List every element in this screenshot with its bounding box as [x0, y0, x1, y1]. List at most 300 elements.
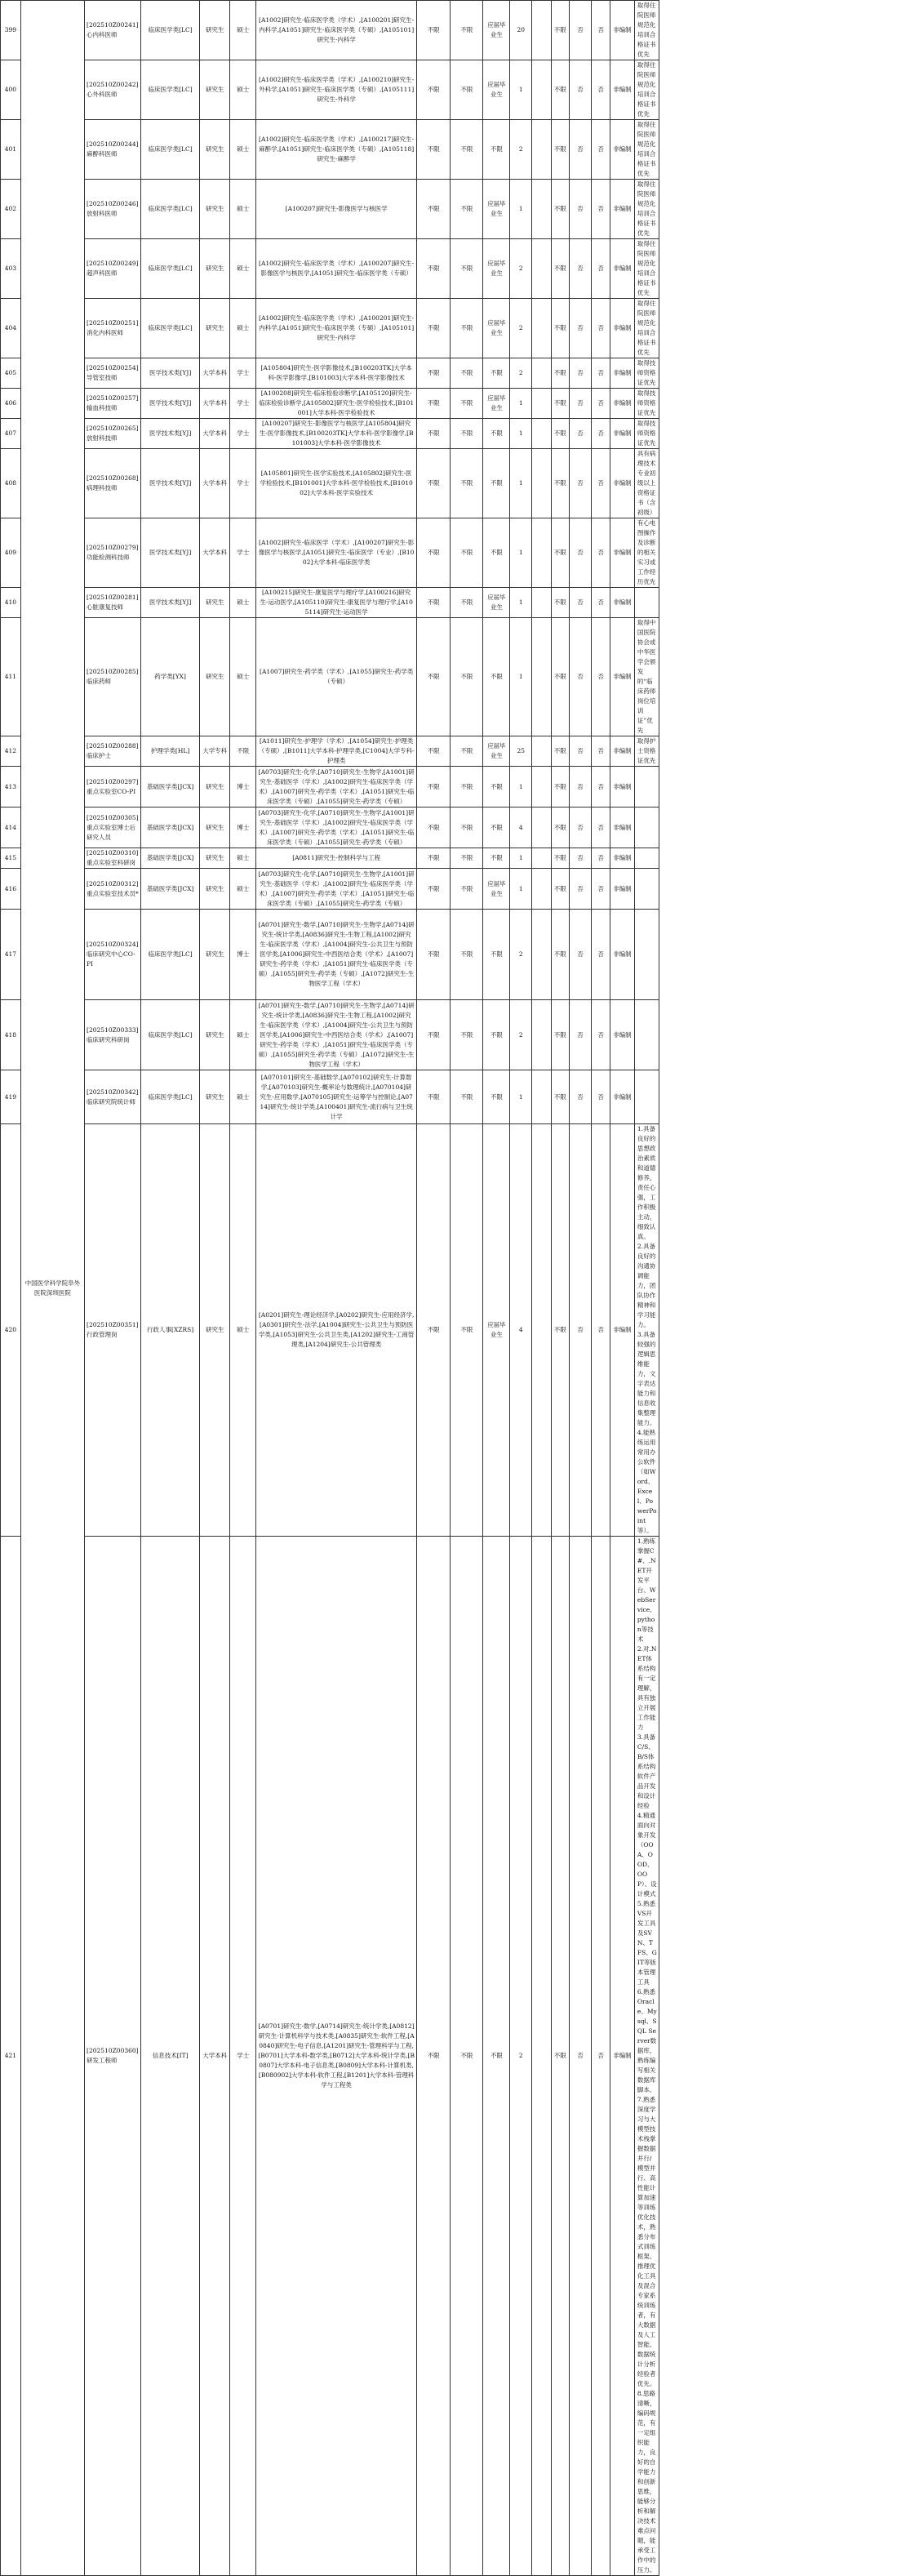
- row-number-cell: 399: [1, 1, 21, 60]
- major-requirement-cell: [A1002]研究生-临床医学类（学术）,[A100201]研究生-内科学,[A1051]研究生-临床医学类（专硕）,[A105101]研究生-内科学: [256, 299, 417, 358]
- education-cell: 研究生: [200, 1000, 230, 1070]
- other-requirements-cell: [634, 910, 659, 1000]
- flag-cell: 否: [569, 239, 592, 299]
- degree-cell: 硕士: [230, 1000, 256, 1070]
- limit-cell: 不限: [551, 389, 569, 419]
- flag-cell: 否: [569, 1070, 592, 1124]
- other-requirements-cell: [634, 389, 659, 419]
- table-row: [1, 1537, 910, 2576]
- other-requirements-cell: [634, 1124, 659, 1537]
- headcount-cell: 2: [510, 239, 532, 299]
- flag-cell: 否: [592, 239, 610, 299]
- education-cell: 研究生: [200, 180, 230, 239]
- requirement-line: 取得住院医师规范化培训合格证书优先: [637, 2, 656, 58]
- limit-cell: 不限: [551, 358, 569, 389]
- candidate-source-cell: 不限: [483, 358, 510, 389]
- degree-cell: 博士: [230, 910, 256, 1000]
- limit-cell: 不限: [451, 848, 483, 869]
- row-number-cell: 409: [1, 518, 21, 588]
- job-code-name-cell: [202510Z00305] 重点实验室博士后研究人员: [85, 808, 141, 848]
- blank-cell: [532, 767, 552, 808]
- limit-cell: 不限: [451, 736, 483, 767]
- degree-cell: 硕士: [230, 1070, 256, 1124]
- education-cell: 研究生: [200, 1124, 230, 1537]
- major-requirement-cell: [A0811]研究生-控制科学与工程: [256, 848, 417, 869]
- degree-cell: 硕士: [230, 618, 256, 736]
- major-requirement-cell: [A1007]研究生-药学类（学术）,[A1055]研究生-药学类（专硕）: [256, 618, 417, 736]
- headcount-cell: 2: [510, 299, 532, 358]
- degree-cell: 硕士: [230, 1124, 256, 1537]
- requirement-line: 取得中国医院协会或中华医学会颁发的“临床药师岗位培训证”优先: [637, 619, 656, 734]
- limit-cell: 不限: [417, 848, 451, 869]
- blank-cell: [532, 1124, 552, 1537]
- education-cell: 研究生: [200, 299, 230, 358]
- blank-cell: [532, 180, 552, 239]
- table-row: [1, 120, 910, 180]
- candidate-source-cell: 应届毕业生: [483, 299, 510, 358]
- blank-cell: [532, 239, 552, 299]
- flag-cell: 否: [592, 389, 610, 419]
- limit-cell: 不限: [551, 60, 569, 120]
- flag-cell: 否: [569, 389, 592, 419]
- degree-cell: 学士: [230, 518, 256, 588]
- major-requirement-cell: [A100215]研究生-康复医学与理疗学,[A100216]研究生-运动医学,[A105110]研究生-康复医学与理疗学,[A105114]研究生-运动医学: [256, 588, 417, 618]
- job-category-cell: 临床医学类[LC]: [141, 299, 200, 358]
- flag-cell: 否: [569, 1124, 592, 1537]
- table-row: [1, 1124, 910, 1537]
- table-row: [1, 358, 910, 389]
- job-category-cell: 药学类[YX]: [141, 618, 200, 736]
- job-category-cell: 信息技术[IT]: [141, 1537, 200, 2576]
- flag-cell: 否: [592, 120, 610, 180]
- headcount-cell: 1: [510, 449, 532, 518]
- blank-cell: [532, 1, 552, 60]
- other-requirements-cell: [634, 869, 659, 910]
- job-code-name-cell: [202510Z00324] 临床研究中心CO-PI: [85, 910, 141, 1000]
- requirement-line: 2.对.NET体系结构有一定理解，具有独立开展工作能力: [637, 1645, 657, 1731]
- candidate-source-cell: 应届毕业生: [483, 389, 510, 419]
- major-requirement-cell: [A070101]研究生-基础数学,[A070102]研究生-计算数学,[A070103]研究生-概率论与数理统计,[A070104]研究生-应用数学,[A070105]研究生-运筹学与控制论,[A0714]研究生-统计学类,[A100401]研究生-流行病与卫生统计学: [256, 1070, 417, 1124]
- requirement-line: 4.精通面向对象开发（OOA、OOD、OOP）、设计模式: [637, 1812, 657, 1898]
- major-requirement-cell: [A0701]研究生-数学,[A0710]研究生-生物学,[A0714]研究生-统计学类,[A0836]研究生-生物工程,[A1002]研究生-临床医学类（学术）,[A1004]研究生-公共卫生与预防医学类,[A1006]研究生-中西医结合类（学术）,[A1007]研究生-药学类（学术）,[A1051]研究生-临床医学类（专硕）,[A1055]研究生-药学类（专硕）,[A1072]研究生-生物医学工程（学术）: [256, 910, 417, 1000]
- major-requirement-cell: [A1002]研究生-临床医学类（学术）,[A100210]研究生-外科学,[A1051]研究生-临床医学类（专硕）,[A105111]研究生-外科学: [256, 60, 417, 120]
- headcount-cell: 2: [510, 1000, 532, 1070]
- major-requirement-cell: [A0703]研究生-化学,[A0710]研究生-生物学,[A1001]研究生-基础医学（学术）,[A1002]研究生-临床医学类（学术）,[A1007]研究生-药学类（学术）,[A1051]研究生-临床医学类（专硕）,[A1055]研究生-药学类（专硕）: [256, 869, 417, 910]
- candidate-source-cell: 不限: [483, 808, 510, 848]
- staffing-type-cell: 非编制: [610, 848, 635, 869]
- table-row: [1, 848, 910, 869]
- job-category-cell: 临床医学类[LC]: [141, 1000, 200, 1070]
- flag-cell: 否: [592, 60, 610, 120]
- table-row: [1, 1000, 910, 1070]
- requirement-line: 7.熟悉深度学习与大模型技术栈掌握数据并行/模型并行、高性能计算加速等训练优化技术，熟悉分布式训练框架、推理优化工具及混合专家系统训练者，有大数据及人工智能、数据统计分析经验者优先。: [637, 2096, 656, 2387]
- limit-cell: 不限: [451, 1, 483, 60]
- flag-cell: 否: [569, 60, 592, 120]
- education-cell: 研究生: [200, 767, 230, 808]
- degree-cell: 不限: [230, 736, 256, 767]
- headcount-cell: 1: [510, 60, 532, 120]
- row-number-cell: 410: [1, 588, 21, 618]
- education-cell: 研究生: [200, 60, 230, 120]
- education-cell: 大学专科: [200, 736, 230, 767]
- limit-cell: 不限: [451, 518, 483, 588]
- major-requirement-cell: [A0703]研究生-化学,[A0710]研究生-生物学,[A1001]研究生-基础医学（学术）,[A1002]研究生-临床医学类（学术）,[A1007]研究生-药学类（学术）,[A1051]研究生-临床医学类（专硕）,[A1055]研究生-药学类（专硕）: [256, 767, 417, 808]
- blank-cell: [532, 910, 552, 1000]
- job-code-name-cell: [202510Z00297] 重点实验室CO-PI: [85, 767, 141, 808]
- limit-cell: 不限: [451, 419, 483, 449]
- candidate-source-cell: 应届毕业生: [483, 239, 510, 299]
- headcount-cell: 1: [510, 848, 532, 869]
- education-cell: 研究生: [200, 588, 230, 618]
- limit-cell: 不限: [551, 736, 569, 767]
- table-row: [1, 910, 910, 1000]
- limit-cell: 不限: [551, 180, 569, 239]
- candidate-source-cell: 应届毕业生: [483, 1124, 510, 1537]
- flag-cell: 否: [569, 419, 592, 449]
- education-cell: 大学本科: [200, 1537, 230, 2576]
- limit-cell: 不限: [451, 1070, 483, 1124]
- education-cell: 研究生: [200, 1, 230, 60]
- limit-cell: 不限: [417, 518, 451, 588]
- major-requirement-cell: [A1011]研究生-护理学（学术）,[A1054]研究生-护理类（专硕）,[B1011]大学本科-护理学类,[C1004]大学专科-护理类: [256, 736, 417, 767]
- other-requirements-cell: [634, 848, 659, 869]
- headcount-cell: 1: [510, 419, 532, 449]
- other-requirements-cell: [634, 180, 659, 239]
- blank-cell: [532, 869, 552, 910]
- requirement-line: 取得技师资格证优先: [637, 359, 656, 386]
- candidate-source-cell: 不限: [483, 518, 510, 588]
- limit-cell: 不限: [417, 736, 451, 767]
- degree-cell: 学士: [230, 419, 256, 449]
- flag-cell: 否: [569, 808, 592, 848]
- candidate-source-cell: 应届毕业生: [483, 736, 510, 767]
- limit-cell: 不限: [551, 299, 569, 358]
- flag-cell: 否: [569, 1, 592, 60]
- limit-cell: 不限: [451, 618, 483, 736]
- job-code-name-cell: [202510Z00249] 超声科医师: [85, 239, 141, 299]
- requirement-line: 取得住院医师规范化培训合格证书优先: [637, 121, 656, 177]
- row-number-cell: 412: [1, 736, 21, 767]
- flag-cell: 否: [592, 1537, 610, 2576]
- other-requirements-cell: [634, 449, 659, 518]
- headcount-cell: 25: [510, 736, 532, 767]
- headcount-cell: 1: [510, 180, 532, 239]
- limit-cell: 不限: [451, 588, 483, 618]
- candidate-source-cell: 不限: [483, 419, 510, 449]
- row-number-cell: 413: [1, 767, 21, 808]
- job-code-name-cell: [202510Z00279] 功能检测科技师: [85, 518, 141, 588]
- flag-cell: 否: [569, 449, 592, 518]
- job-category-cell: 临床医学类[LC]: [141, 910, 200, 1000]
- headcount-cell: 2: [510, 910, 532, 1000]
- staffing-type-cell: 非编制: [610, 808, 635, 848]
- job-code-name-cell: [202510Z00244] 麻醉科医师: [85, 120, 141, 180]
- flag-cell: 否: [569, 848, 592, 869]
- requirement-line: 1.熟练掌握C#、.NET开发平台、WebService、python等技术: [637, 1537, 656, 1643]
- limit-cell: 不限: [451, 808, 483, 848]
- blank-cell: [532, 358, 552, 389]
- limit-cell: 不限: [417, 869, 451, 910]
- limit-cell: 不限: [451, 180, 483, 239]
- job-code-name-cell: [202510Z00285] 临床药师: [85, 618, 141, 736]
- table-row: [1, 449, 910, 518]
- row-number-cell: 402: [1, 180, 21, 239]
- table-row: [1, 736, 910, 767]
- candidate-source-cell: 应届毕业生: [483, 869, 510, 910]
- requirement-line: 取得技师资格证优先: [637, 389, 656, 416]
- row-number-cell: 405: [1, 358, 21, 389]
- degree-cell: 硕士: [230, 588, 256, 618]
- major-requirement-cell: [A0703]研究生-化学,[A0710]研究生-生物学,[A1001]研究生-基础医学（学术）,[A1002]研究生-临床医学类（学术）,[A1007]研究生-药学类（学术）,[A1051]研究生-临床医学类（专硕）,[A1055]研究生-药学类（专硕）: [256, 808, 417, 848]
- candidate-source-cell: 不限: [483, 1537, 510, 2576]
- flag-cell: 否: [592, 1000, 610, 1070]
- job-code-name-cell: [202510Z00342] 临床研究院统计师: [85, 1070, 141, 1124]
- headcount-cell: 1: [510, 1070, 532, 1124]
- staffing-type-cell: 非编制: [610, 60, 635, 120]
- headcount-cell: 1: [510, 767, 532, 808]
- table-row: [1, 419, 910, 449]
- flag-cell: 否: [592, 848, 610, 869]
- limit-cell: 不限: [417, 588, 451, 618]
- job-code-name-cell: [202510Z00351] 行政管理岗: [85, 1124, 141, 1537]
- flag-cell: 否: [592, 767, 610, 808]
- other-requirements-cell: [634, 1537, 659, 2576]
- headcount-cell: 1: [510, 869, 532, 910]
- staffing-type-cell: 非编制: [610, 358, 635, 389]
- blank-cell: [532, 736, 552, 767]
- table-row: [1, 60, 910, 120]
- other-requirements-cell: [634, 767, 659, 808]
- limit-cell: 不限: [417, 180, 451, 239]
- table-row: [1, 588, 910, 618]
- row-number-cell: 403: [1, 239, 21, 299]
- major-requirement-cell: [A0701]研究生-数学,[A0714]研究生-统计学类,[A0812]研究生-计算机科学与技术类,[A0835]研究生-软件工程,[A0840]研究生-电子信息,[A1201]研究生-管理科学与工程,[B0701]大学本科-数学类,[B0712]大学本科-统计学类,[B0807]大学本科-电子信息类,[B0809]大学本科-计算机类,[B080902]大学本科-软件工程,[B1201]大学本科-管理科学与工程类: [256, 1537, 417, 2576]
- staffing-type-cell: 非编制: [610, 1000, 635, 1070]
- flag-cell: 否: [569, 910, 592, 1000]
- job-category-cell: 基础医学类[JCX]: [141, 869, 200, 910]
- job-code-name-cell: [202510Z00242] 心外科医师: [85, 60, 141, 120]
- limit-cell: 不限: [417, 419, 451, 449]
- limit-cell: 不限: [451, 449, 483, 518]
- job-category-cell: 行政人事[XZRS]: [141, 1124, 200, 1537]
- flag-cell: 否: [592, 808, 610, 848]
- flag-cell: 否: [592, 419, 610, 449]
- degree-cell: 硕士: [230, 1, 256, 60]
- table-row: [1, 239, 910, 299]
- major-requirement-cell: [A100207]研究生-影像医学与核医学: [256, 180, 417, 239]
- blank-cell: [532, 299, 552, 358]
- candidate-source-cell: 不限: [483, 618, 510, 736]
- table-row: [1, 1, 910, 60]
- table-row: [1, 299, 910, 358]
- table-row: [1, 767, 910, 808]
- limit-cell: 不限: [451, 120, 483, 180]
- limit-cell: 不限: [551, 419, 569, 449]
- staffing-type-cell: 非编制: [610, 1070, 635, 1124]
- employer-cell: 中国医学科学院阜外医院深圳医院: [20, 1, 84, 2576]
- staffing-type-cell: 非编制: [610, 869, 635, 910]
- major-requirement-cell: [A1002]研究生-临床医学类（学术）,[A100201]研究生-内科学,[A1051]研究生-临床医学类（专硕）,[A105101]研究生-内科学: [256, 1, 417, 60]
- row-number-cell: 407: [1, 419, 21, 449]
- blank-cell: [532, 120, 552, 180]
- limit-cell: 不限: [551, 1070, 569, 1124]
- candidate-source-cell: 不限: [483, 848, 510, 869]
- degree-cell: 硕士: [230, 120, 256, 180]
- limit-cell: 不限: [551, 808, 569, 848]
- row-number-cell: 400: [1, 60, 21, 120]
- row-number-cell: 406: [1, 389, 21, 419]
- limit-cell: 不限: [417, 60, 451, 120]
- limit-cell: 不限: [551, 449, 569, 518]
- job-code-name-cell: [202510Z00246] 放射科医师: [85, 180, 141, 239]
- job-category-cell: 基础医学类[JCX]: [141, 767, 200, 808]
- degree-cell: 硕士: [230, 180, 256, 239]
- flag-cell: 否: [569, 618, 592, 736]
- job-code-name-cell: [202510Z00360] 研发工程师: [85, 1537, 141, 2576]
- headcount-cell: 1: [510, 618, 532, 736]
- limit-cell: 不限: [417, 1124, 451, 1537]
- limit-cell: 不限: [551, 518, 569, 588]
- degree-cell: 学士: [230, 389, 256, 419]
- requirement-line: 8.思路清晰，编码规范，有一定组织能力，良好的自学能力和创新思维，能够分析和解决技术难点问题，能承受工作中的压力。: [637, 2390, 656, 2574]
- table-row: [1, 518, 910, 588]
- job-category-cell: 医学技术类[YJ]: [141, 588, 200, 618]
- education-cell: 大学本科: [200, 419, 230, 449]
- row-number-cell: 419: [1, 1070, 21, 1124]
- limit-cell: 不限: [551, 1124, 569, 1537]
- table-row: [1, 808, 910, 848]
- flag-cell: 否: [569, 518, 592, 588]
- headcount-cell: 1: [510, 518, 532, 588]
- other-requirements-cell: [634, 1000, 659, 1070]
- row-number-cell: 417: [1, 910, 21, 1000]
- limit-cell: 不限: [451, 910, 483, 1000]
- limit-cell: 不限: [417, 618, 451, 736]
- blank-cell: [532, 1000, 552, 1070]
- job-category-cell: 基础医学类[JCX]: [141, 808, 200, 848]
- flag-cell: 否: [569, 299, 592, 358]
- headcount-cell: 20: [510, 1, 532, 60]
- job-code-name-cell: [202510Z00288] 临床护士: [85, 736, 141, 767]
- candidate-source-cell: 不限: [483, 910, 510, 1000]
- candidate-source-cell: 应届毕业生: [483, 1, 510, 60]
- requirement-line: 取得护士资格证优先: [637, 737, 656, 764]
- flag-cell: 否: [592, 618, 610, 736]
- other-requirements-cell: [634, 618, 659, 736]
- flag-cell: 否: [592, 358, 610, 389]
- limit-cell: 不限: [451, 1124, 483, 1537]
- requirement-line: 取得住院医师规范化培训合格证书优先: [637, 300, 656, 356]
- requirement-line: 有心电图操作及诊断的相关实习或工作经历优先: [637, 519, 656, 585]
- major-requirement-cell: [A1002]研究生-临床医学类（学术）,[A100217]研究生-麻醉学,[A1051]研究生-临床医学类（专硕）,[A105118]研究生-麻醉学: [256, 120, 417, 180]
- requirement-line: 取得住院医师规范化培训合格证书优先: [637, 61, 656, 118]
- limit-cell: 不限: [551, 1537, 569, 2576]
- flag-cell: 否: [592, 180, 610, 239]
- limit-cell: 不限: [451, 358, 483, 389]
- staffing-type-cell: 非编制: [610, 419, 635, 449]
- degree-cell: 硕士: [230, 848, 256, 869]
- other-requirements-cell: [634, 60, 659, 120]
- candidate-source-cell: 应届毕业生: [483, 180, 510, 239]
- row-number-cell: 411: [1, 618, 21, 736]
- flag-cell: 否: [569, 120, 592, 180]
- job-category-cell: 临床医学类[LC]: [141, 120, 200, 180]
- staffing-type-cell: 非编制: [610, 518, 635, 588]
- limit-cell: 不限: [417, 449, 451, 518]
- job-category-cell: 医学技术类[YJ]: [141, 518, 200, 588]
- limit-cell: 不限: [417, 808, 451, 848]
- blank-cell: [532, 60, 552, 120]
- major-requirement-cell: [A1002]研究生-临床医学类（学术）,[A100207]研究生-影像医学与核医学,[A1051]研究生-临床医学类（专硕）: [256, 239, 417, 299]
- candidate-source-cell: 不限: [483, 767, 510, 808]
- major-requirement-cell: [A105804]研究生-医学影像技术,[B100203TK]大学本科-医学影像学,[B101003]大学本科-医学影像技术: [256, 358, 417, 389]
- limit-cell: 不限: [451, 299, 483, 358]
- staffing-type-cell: 非编制: [610, 1124, 635, 1537]
- row-number-cell: 401: [1, 120, 21, 180]
- education-cell: 研究生: [200, 239, 230, 299]
- limit-cell: 不限: [417, 1537, 451, 2576]
- major-requirement-cell: [A1002]研究生-临床医学（学术）,[A100207]研究生-影像医学与核医学,[A1051]研究生-临床医学（专业）,[B1002]大学本科-临床医学类: [256, 518, 417, 588]
- limit-cell: 不限: [451, 1000, 483, 1070]
- candidate-source-cell: 不限: [483, 1070, 510, 1124]
- row-number-cell: 404: [1, 299, 21, 358]
- blank-cell: [532, 618, 552, 736]
- requirement-line: 具有病理技术专业初级以上资格证书（含初级）: [637, 450, 656, 516]
- limit-cell: 不限: [417, 1, 451, 60]
- flag-cell: 否: [592, 869, 610, 910]
- job-code-name-cell: [202510Z00254] 导管室技师: [85, 358, 141, 389]
- staffing-type-cell: 非编制: [610, 299, 635, 358]
- job-code-name-cell: [202510Z00268] 病理科技师: [85, 449, 141, 518]
- flag-cell: 否: [569, 358, 592, 389]
- candidate-source-cell: 不限: [483, 449, 510, 518]
- staffing-type-cell: 非编制: [610, 910, 635, 1000]
- major-requirement-cell: [A0201]研究生-理论经济学,[A0202]研究生-应用经济学,[A0301]研究生-法学,[A1004]研究生-公共卫生与预防医学类,[A1053]研究生-公共卫生类,[A1202]研究生-工商管理类,[A1204]研究生-公共管理类: [256, 1124, 417, 1537]
- headcount-cell: 2: [510, 120, 532, 180]
- staffing-type-cell: 非编制: [610, 1537, 635, 2576]
- staffing-type-cell: 非编制: [610, 767, 635, 808]
- limit-cell: 不限: [551, 848, 569, 869]
- other-requirements-cell: [634, 518, 659, 588]
- limit-cell: 不限: [417, 120, 451, 180]
- other-requirements-cell: [634, 120, 659, 180]
- staffing-type-cell: 非编制: [610, 389, 635, 419]
- blank-cell: [532, 848, 552, 869]
- degree-cell: 硕士: [230, 60, 256, 120]
- limit-cell: 不限: [417, 299, 451, 358]
- candidate-source-cell: 应届毕业生: [483, 60, 510, 120]
- limit-cell: 不限: [551, 239, 569, 299]
- requirement-line: 取得住院医师规范化培训合格证书优先: [637, 180, 656, 237]
- staffing-type-cell: 非编制: [610, 180, 635, 239]
- row-number-cell: 408: [1, 449, 21, 518]
- flag-cell: 否: [592, 910, 610, 1000]
- flag-cell: 否: [569, 869, 592, 910]
- degree-cell: 硕士: [230, 869, 256, 910]
- limit-cell: 不限: [551, 618, 569, 736]
- staffing-type-cell: 非编制: [610, 588, 635, 618]
- education-cell: 研究生: [200, 808, 230, 848]
- headcount-cell: 1: [510, 389, 532, 419]
- job-category-cell: 护理学类[HL]: [141, 736, 200, 767]
- flag-cell: 否: [569, 180, 592, 239]
- job-category-cell: 临床医学类[LC]: [141, 60, 200, 120]
- flag-cell: 否: [569, 1537, 592, 2576]
- education-cell: 大学本科: [200, 449, 230, 518]
- headcount-cell: 4: [510, 808, 532, 848]
- limit-cell: 不限: [417, 389, 451, 419]
- staffing-type-cell: 非编制: [610, 736, 635, 767]
